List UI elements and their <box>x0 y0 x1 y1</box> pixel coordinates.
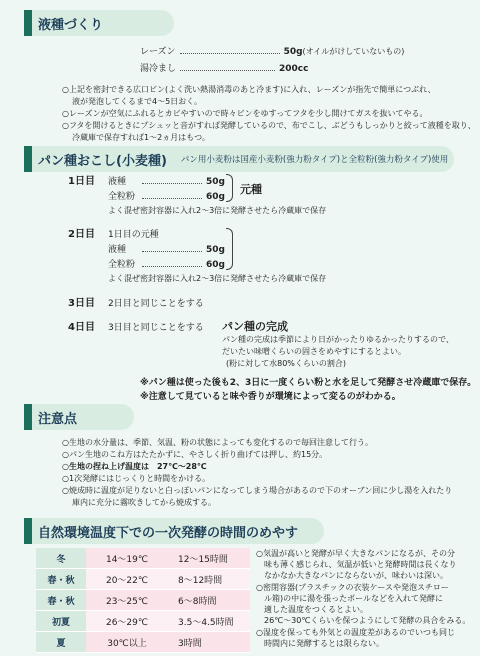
section-subtitle: パン用小麦粉は国産小麦粉(強力粉タイプ)と全粒粉(強力粉タイプ)使用 <box>180 155 449 165</box>
ingredient-row <box>108 242 225 255</box>
ingredient-amount: 60g <box>206 260 225 270</box>
fermentation-note: 味も薄く感じられ、気温が低いと発酵時間は長くなり <box>264 560 457 569</box>
table-row <box>36 569 250 590</box>
season-cell: 春・秋 <box>36 590 86 611</box>
fermentation-note: ○密閉容器(プラスチックの衣装ケースや発泡スチロー <box>256 583 449 592</box>
note-line: 冷蔵庫で保存すれば1〜2ヵ月はもつ。 <box>72 133 210 142</box>
caution-line: ○パン生地のこね方はたたかずに、やさしく折り曲げては押し、約15分。 <box>62 450 328 459</box>
fermentation-note: ○気温が高いと発酵が早く大きなパンになるが、その分 <box>256 549 455 558</box>
temperature-cell: 23〜25℃ <box>86 590 168 611</box>
brace <box>226 228 233 270</box>
ingredient-name: 液種 <box>108 245 127 255</box>
temperature-cell: 14〜19℃ <box>86 548 168 569</box>
section-heading-caution <box>24 404 134 430</box>
fermentation-note: ル箱)の中に湯を張ったボールなどを入れて発酵に <box>264 594 443 603</box>
section-title: 自然環境温度下での一次発酵の時間のめやす <box>38 525 299 541</box>
table-row <box>36 548 250 569</box>
ingredient-row <box>108 257 225 270</box>
fermentation-table <box>36 548 250 653</box>
caution-line: ○1次発酵にはじっくりと時間をかける。 <box>62 474 211 483</box>
result-line: (粉に対して水80%くらいの割合) <box>226 359 347 368</box>
fermentation-note: なかなか大きなパンにならないが、味わいは深い。 <box>264 571 448 580</box>
section-heading-bread-starter <box>24 146 454 172</box>
ingredient-row <box>108 189 225 202</box>
ingredient-amount: 200cc <box>279 64 309 74</box>
temperature-cell: 20〜22℃ <box>86 569 168 590</box>
caution-line: ○生地の捏ね上げ温度は 27℃〜28℃ <box>62 462 207 471</box>
section-title: パン種おこし(小麦種) <box>38 153 167 169</box>
ingredient-name: レーズン <box>140 47 176 57</box>
caution-line: ○焼成時に温度が足りないと白っぽいパンになってしまう場合があるので下のオーブン回に少し湯を入れたり <box>62 486 453 495</box>
ingredient-name: 全粒粉 <box>108 192 136 202</box>
note-line: ○フタを開けるときにプシュッと音がすれば発酵しているので、布でこし、ぶどうもしっかりと絞って液種を取り、 <box>62 121 476 130</box>
table-row <box>36 611 250 632</box>
brace <box>226 174 233 202</box>
ingredient-name: 湯冷まし <box>140 64 177 74</box>
ingredient-row <box>108 174 225 187</box>
day-label: 2日目 <box>68 229 95 240</box>
note-line: 液が発泡してくるまで4〜5日おく。 <box>72 97 203 106</box>
ingredient-amount: 60g <box>206 192 225 202</box>
day-note: よく混ぜ密封容器に入れ2〜3倍に発酵させたら冷蔵庫で保存 <box>108 274 327 283</box>
ingredient-amount: 50g <box>206 177 225 187</box>
bottom-note: ※注意して見ていると味や香りが環境によって変るのがわかる。 <box>140 392 401 402</box>
ingredient-row <box>140 61 308 74</box>
section-heading-liquid-starter <box>24 10 174 36</box>
ingredient-row <box>140 44 404 57</box>
hours-cell: 8〜12時間 <box>168 569 250 590</box>
fermentation-note: 26℃〜30℃くらいを保つようにして発酵の具合をみる。 <box>264 616 471 625</box>
ingredient-name: 液種 <box>108 177 127 187</box>
season-cell: 冬 <box>36 548 86 569</box>
caution-line: ○生地の水分量は、季節、気温、粉の状態によっても変化するので毎回注意して行う。 <box>62 438 373 447</box>
hours-cell: 6〜8時間 <box>168 590 250 611</box>
section-title: 液種づくり <box>38 17 104 33</box>
note-line: ○上記を密封できる広口ビン(よく洗い熱湯消毒のあと冷ます)に入れ、レーズンが指先で簡単につぶれ、 <box>62 85 436 94</box>
temperature-cell: 30℃以上 <box>86 632 168 653</box>
hours-cell: 3時間 <box>168 632 250 653</box>
ingredient-name: 全粒粉 <box>108 260 136 270</box>
section-heading-fermentation-time <box>24 518 324 544</box>
note-line: ○レーズンが空気にふれるとカビやすいので時々ビンをゆすってフタを少し開けてガスを抜いてやる。 <box>62 109 428 118</box>
day-text: 2日目と同じことをする <box>108 299 204 309</box>
fermentation-note: 適した温度をつくるとよい。 <box>264 605 368 614</box>
season-cell: 夏 <box>36 632 86 653</box>
hours-cell: 3.5〜4.5時間 <box>168 611 250 632</box>
result-line: パン種の完成は季節により日がかったりゆるかったりするので、 <box>222 335 454 344</box>
caution-line: 庫内に充分に霧吹きしてから焼成する。 <box>72 498 216 507</box>
bottom-note: ※パン種は使った後も2、3日に一度くらい粉と水を足して発酵させ冷蔵庫で保存。 <box>140 378 477 388</box>
day-note: よく混ぜ密封容器に入れ2〜3倍に発酵させたら冷蔵庫で保存 <box>108 206 327 215</box>
ingredient-note: (オイルがけしていないもの) <box>302 47 405 56</box>
table-row <box>36 590 250 611</box>
day-label: 1日目 <box>68 176 95 187</box>
season-cell: 初夏 <box>36 611 86 632</box>
hours-cell: 12〜15時間 <box>168 548 250 569</box>
result-line: だいたい味噌くらいの固さをめやすにするとよい。 <box>222 347 406 356</box>
fermentation-note: ○湿度を保っても外気との温度差があるのでいつも同じ <box>256 628 455 637</box>
ingredient-amount: 50g <box>283 47 303 57</box>
table-row <box>36 632 250 653</box>
result-title: パン種の完成 <box>222 320 288 333</box>
day-text: 1日目の元種 <box>108 230 159 240</box>
day-label: 3日目 <box>68 298 95 309</box>
day-label: 4日目 <box>68 322 95 333</box>
season-cell: 春・秋 <box>36 569 86 590</box>
day-text: 3日目と同じことをする <box>108 323 204 333</box>
ingredient-amount: 50g <box>206 245 225 255</box>
section-title: 注意点 <box>38 411 78 427</box>
brace-label: 元種 <box>240 183 262 196</box>
temperature-cell: 26〜29℃ <box>86 611 168 632</box>
fermentation-note: 時間内に発酵するとは限らない。 <box>264 639 384 648</box>
